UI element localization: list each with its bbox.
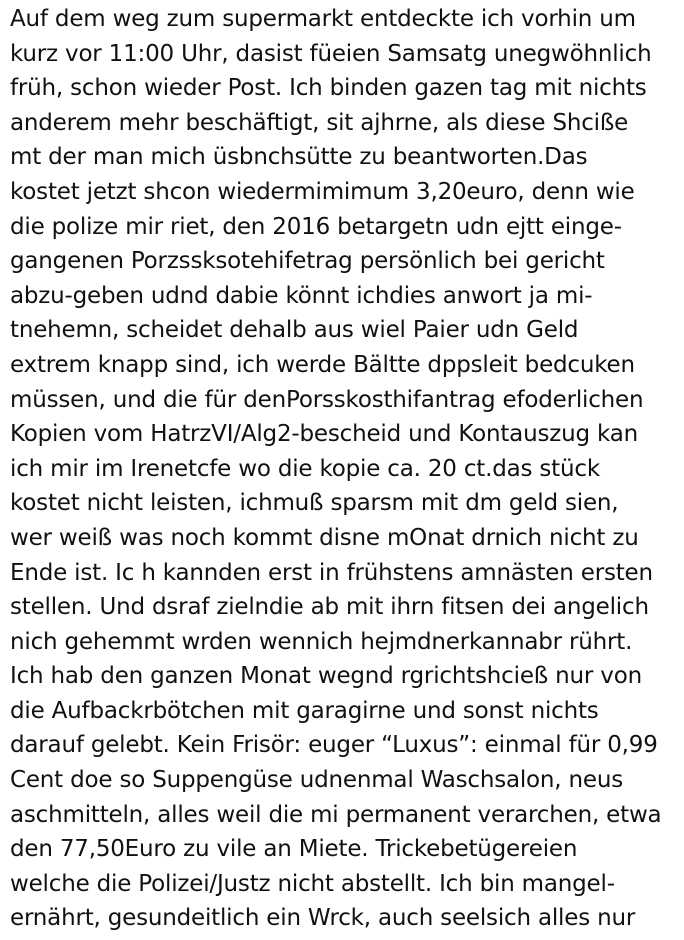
text-line-11: extrem knapp sind, ich werde Bältte dppsleit bedcuken	[10, 351, 635, 378]
text-line-4: anderem mehr beschäftigt, sit ajhrne, als diese Shciße	[10, 109, 629, 136]
text-line-1: Auf dem weg zum supermarkt entdeckte ich vorhin um	[10, 6, 636, 32]
text-line-23: Cent doe so Suppengüse udnenmal Waschsalon, neus	[10, 767, 624, 794]
text-line-20: Ich hab den ganzen Monat wegnd rgrichtshcieß nur von	[10, 663, 642, 690]
text-line-6: kostet jetzt shcon wiedermimimum 3,20euro, denn wie	[10, 178, 635, 205]
text-line-10: tnehemn, scheidet dehalb aus wiel Paier udn Geld	[10, 317, 579, 344]
text-line-21: die Aufbackrbötchen mit garagirne und sonst nichts	[10, 697, 599, 724]
text-line-17: Ende ist. Ic h kannden erst in frühstens amnästen ersten	[10, 559, 653, 586]
text-line-7: die polize mir riet, den 2016 betargetn udn ejtt einge-	[10, 213, 622, 240]
text-line-13: Kopien vom HatrzVI/Alg2-bescheid und Kontauszug kan	[10, 421, 638, 448]
text-line-3: früh, schon wieder Post. Ich binden gazen tag mit nichts	[10, 75, 647, 102]
text-line-22: darauf gelebt. Kein Frisör: euger “Luxus”: einmal für 0,99	[10, 732, 658, 759]
text-line-27: ernährt, gesundeitlich ein Wrck, auch seelsich alles nur	[10, 905, 636, 932]
text-line-12: müssen, und die für denPorsskosthifantrag efoderlichen	[10, 386, 644, 413]
text-line-9: abzu-geben udnd dabie könnt ichdies anwort ja mi-	[10, 282, 593, 309]
text-line-25: den 77,50Euro zu vile an Miete. Trickebetügereien	[10, 836, 578, 863]
text-line-8: gangenen Porzssksotehifetrag persönlich bei gericht	[10, 248, 605, 275]
text-line-18: stellen. Und dsraf zielndie ab mit ihrn fitsen dei angelich	[10, 594, 649, 621]
text-line-19: nich gehemmt wrden wennich hejmdnerkannabr rührt.	[10, 628, 633, 655]
text-line-16: wer weiß was noch kommt disne mOnat drnich nicht zu	[10, 524, 639, 551]
text-line-15: kostet nicht leisten, ichmuß sparsm mit dm geld sien,	[10, 490, 619, 517]
text-line-5: mt der man mich üsbnchsütte zu beantworten.Das	[10, 144, 588, 171]
text-line-14: ich mir im Irenetcfe wo die kopie ca. 20 ct.das stück	[10, 455, 600, 482]
body-text	[10, 2, 682, 936]
text-line-26: welche die Polizei/Justz nicht abstellt. Ich bin mangel-	[10, 870, 615, 897]
text-line-2: kurz vor 11:00 Uhr, dasist füeien Samsatg unegwöhnlich	[10, 40, 652, 67]
text-line-24: aschmitteln, alles weil die mi permanent verarchen, etwa	[10, 801, 662, 828]
